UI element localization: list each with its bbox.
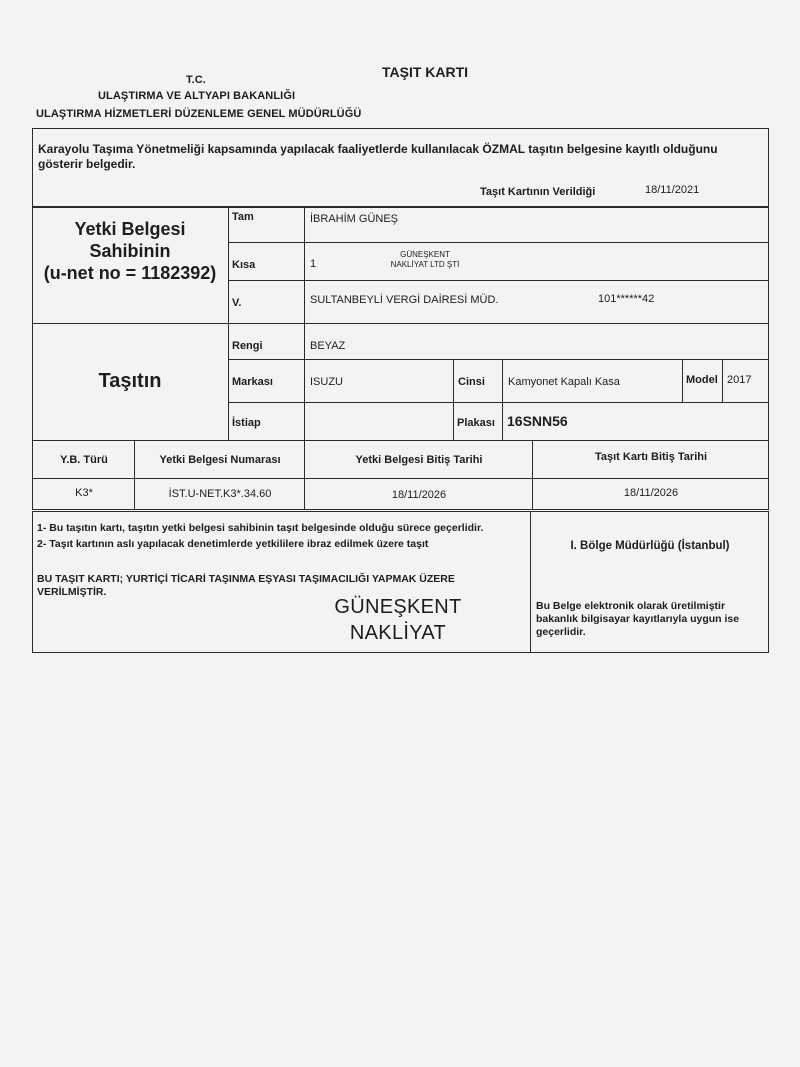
- vehicle-heading: Taşıtın: [98, 370, 162, 392]
- cell-permit-end: 18/11/2026: [391, 489, 447, 501]
- electronic-notice-line1: Bu Belge elektronik olarak üretilmiştir: [536, 600, 726, 612]
- issue-date-label: Taşıt Kartının Verildiği: [480, 186, 596, 198]
- plate-label: Plakası: [457, 417, 495, 429]
- intro-text: Karayolu Taşıma Yönetmeliği kapsamında yapılacak faaliyetlerde kullanılacak ÖZMAL taşıtın belgesine kayıtlı olduğunu gösterir belgedir.: [38, 142, 718, 171]
- holder-heading: [34, 218, 226, 284]
- short-name-value: 1: [310, 258, 317, 270]
- color-value: BEYAZ: [310, 340, 346, 352]
- issue-date-value: 18/11/2021: [645, 184, 700, 196]
- holder-heading-line2: Sahibinin: [89, 241, 171, 261]
- brand-value: ISUZU: [310, 376, 343, 388]
- purpose-line-1: BU TAŞIT KARTI; YURTİÇİ TİCARİ TAŞINMA EŞYASI TAŞIMACILIĞI YAPMAK ÜZERE: [37, 573, 455, 585]
- short-company-line2: NAKLİYAT LTD ŞTİ: [390, 260, 460, 269]
- cell-card-end: 18/11/2026: [623, 487, 679, 499]
- col-header-card-end: Taşıt Kartı Bitiş Tarihi: [594, 451, 708, 463]
- short-name-label: Kısa: [232, 259, 256, 271]
- full-name-label: Tam: [232, 211, 254, 223]
- company-stamp: [300, 594, 496, 646]
- model-value: 2017: [727, 374, 752, 386]
- col-header-permit-end: Yetki Belgesi Bitiş Tarihi: [355, 454, 483, 466]
- company-stamp-line2: NAKLİYAT: [349, 622, 447, 644]
- cell-number: İST.U-NET.K3*.34.60: [168, 488, 272, 500]
- full-name-value: İBRAHİM GÜNEŞ: [310, 213, 399, 225]
- col-header-type: Y.B. Türü: [60, 454, 108, 466]
- document-title: TAŞIT KARTI: [382, 64, 469, 80]
- type-value: Kamyonet Kapalı Kasa: [508, 376, 620, 388]
- company-stamp-line1: GÜNEŞKENT: [334, 596, 462, 618]
- col-header-number: Yetki Belgesi Numarası: [159, 454, 281, 466]
- header-ministry: ULAŞTIRMA VE ALTYAPI BAKANLIĞI: [98, 90, 296, 102]
- tax-office-value: SULTANBEYLİ VERGİ DAİRESİ MÜD.: [310, 294, 499, 306]
- electronic-notice-line2: bakanlık bilgisayar kayıtlarıyla uygun ise: [536, 613, 740, 625]
- note-line-1: 1- Bu taşıtın kartı, taşıtın yetki belgesi sahibinin taşıt belgesinde olduğu sürece geçerlidir.: [37, 522, 484, 534]
- regional-office: I. Bölge Müdürlüğü (İstanbul): [570, 540, 730, 552]
- plate-value: 16SNN56: [507, 413, 568, 429]
- capacity-label: İstiap: [232, 417, 261, 429]
- purpose-line-2: VERİLMİŞTİR.: [37, 586, 107, 598]
- electronic-notice-line3: geçerlidir.: [536, 626, 586, 638]
- holder-heading-line3: (u-net no = 1182392): [43, 263, 217, 283]
- electronic-notice: [536, 600, 768, 639]
- note-line-2: 2- Taşıt kartının aslı yapılacak denetimlerde yetkililere ibraz edilmek üzere taşıt: [37, 538, 429, 550]
- header-directorate: ULAŞTIRMA HİZMETLERİ DÜZENLEME GENEL MÜDÜRLÜĞÜ: [36, 108, 362, 120]
- color-label: Rengi: [232, 340, 263, 352]
- holder-heading-line1: Yetki Belgesi: [74, 219, 186, 239]
- tax-label: V.: [232, 297, 242, 309]
- type-label: Cinsi: [458, 376, 485, 388]
- header-tc: T.C.: [186, 74, 206, 86]
- tax-number-value: 101******42: [598, 293, 655, 305]
- cell-type: K3*: [75, 487, 93, 499]
- brand-label: Markası: [232, 376, 273, 388]
- short-company-stamp: [370, 250, 480, 270]
- short-company-line1: GÜNEŞKENT: [400, 250, 450, 259]
- model-label: Model: [686, 374, 718, 386]
